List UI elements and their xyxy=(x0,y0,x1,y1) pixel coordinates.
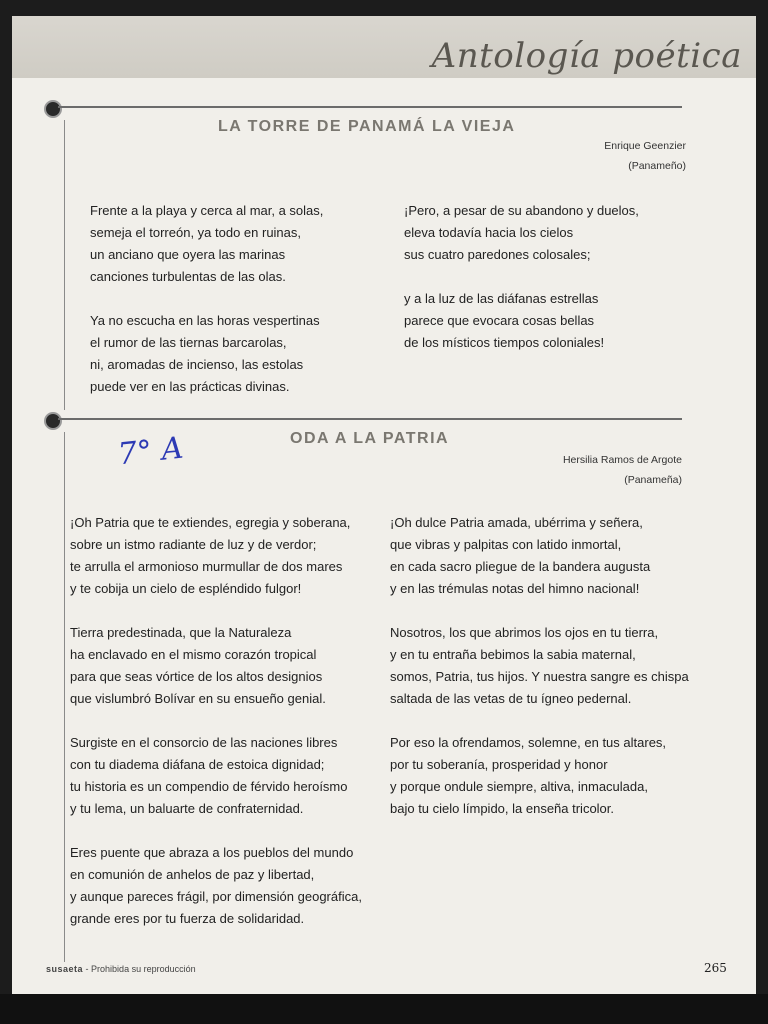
poem1-stanza-3: ¡Pero, a pesar de su abandono y duelos, eleva todavía hacia los cielos sus cuatro paredones colosales; xyxy=(404,203,639,262)
reproduction-notice: - Prohibida su reproducción xyxy=(85,964,196,974)
page-number: 265 xyxy=(704,961,727,975)
poem2-stanza-3: Surgiste en el consorcio de las naciones libres con tu diadema diáfana de estoica dignidad; tu historia es un compendio de férvido heroísmo y tu lema, un baluarte de confraternidad. xyxy=(70,735,348,816)
footer-publisher xyxy=(46,964,196,974)
poem2-stanza-4: Eres puente que abraza a los pueblos del mundo en comunión de anhelos de paz y libertad, y aunque pareces frágil, por dimensión geográfica, grande eres por tu fuerza de solidaridad. xyxy=(70,845,362,926)
poem2-author-block xyxy=(482,450,682,490)
poem2-stanza-5: ¡Oh dulce Patria amada, ubérrima y señera, que vibras y palpitas con latido inmortal, en cada sacro pliegue de la bandera augusta y en las trémulas notas del himno nacional! xyxy=(390,515,651,596)
divider-rule-1 xyxy=(58,106,682,108)
poem2-stanza-6: Nosotros, los que abrimos los ojos en tu tierra, y en tu entraña bebimos la sabia maternal, somos, Patria, tus hijos. Y nuestra sangre es chispa saltada de las vetas de tu ígneo pedernal. xyxy=(390,625,689,706)
poem1-stanza-2: Ya no escucha en las horas vespertinas el rumor de las tiernas barcarolas, ni, aromadas de incienso, las estolas puede ver en las prácticas divinas. xyxy=(90,313,320,394)
poem2-stanza-1: ¡Oh Patria que te extiendes, egregia y soberana, sobre un istmo radiante de luz y de verdor; te arrulla el armonioso murmullar de dos mares y te cobija un cielo de espléndido fulgor! xyxy=(70,515,351,596)
poem1-author: Enrique Geenzier xyxy=(604,140,686,152)
book-section-title: Antología poética xyxy=(431,36,742,76)
handwritten-annotation: 7° A xyxy=(116,430,185,473)
publisher-brand: susaeta xyxy=(46,964,84,974)
divider-rule-2 xyxy=(58,418,682,420)
poem2-title: ODA A LA PATRIA xyxy=(290,430,450,447)
poem1-origin: (Panameño) xyxy=(628,160,686,172)
poem2-author: Hersilia Ramos de Argote xyxy=(562,454,682,466)
section-bullet-2 xyxy=(44,412,62,430)
poem1-title: LA TORRE DE PANAMÁ LA VIEJA xyxy=(218,118,516,135)
poem1-author-block xyxy=(490,136,686,176)
margin-line-1 xyxy=(64,120,65,410)
book-page xyxy=(12,16,756,994)
poem1-stanza-1: Frente a la playa y cerca al mar, a solas, semeja el torreón, ya todo en ruinas, un anciano que oyera las marinas canciones turbulentas de las olas. xyxy=(90,203,324,284)
poem2-stanza-7: Por eso la ofrendamos, solemne, en tus altares, por tu soberanía, prosperidad y honor y porque ondule siempre, altiva, inmaculada, bajo tu cielo límpido, la enseña tricolor. xyxy=(390,735,667,816)
poem1-stanza-4: y a la luz de las diáfanas estrellas parece que evocara cosas bellas de los místicos tiempos coloniales! xyxy=(404,291,605,350)
section-bullet-1 xyxy=(44,100,62,118)
scan-bottom-edge xyxy=(0,994,768,1024)
margin-line-2 xyxy=(64,432,65,962)
poem2-origin: (Panameña) xyxy=(624,474,682,486)
poem2-stanza-2: Tierra predestinada, que la Naturaleza ha enclavado en el mismo corazón tropical para que seas vórtice de los altos designios que vislumbró Bolívar en su ensueño genial. xyxy=(70,625,326,706)
